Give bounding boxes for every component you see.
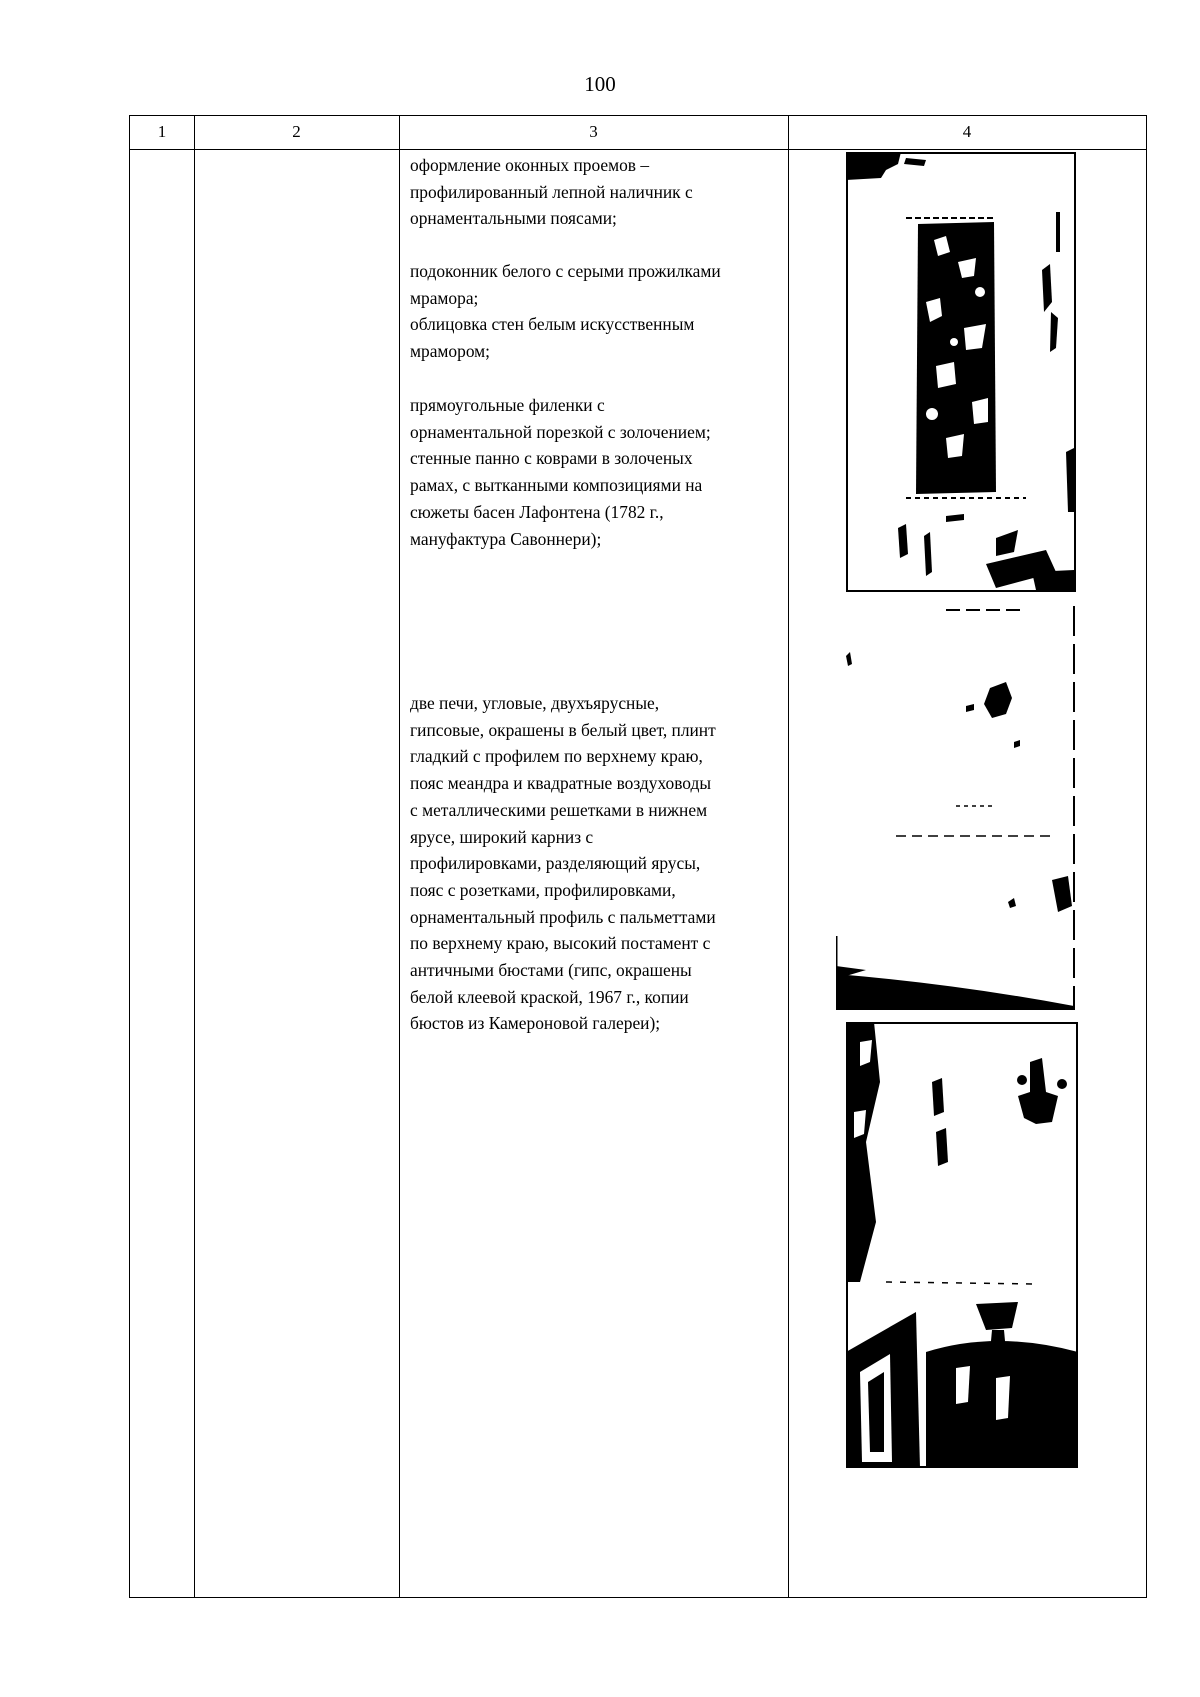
header-row-divider (130, 149, 1146, 150)
description-block-window (410, 152, 693, 232)
description-block-panels (410, 392, 711, 552)
interior-with-chandelier-photo (846, 1022, 1078, 1468)
column-divider (788, 116, 789, 1597)
column-header-2: 2 (292, 122, 301, 141)
description-line: две печи, угловые, двухъярусные, (410, 693, 660, 713)
description-line: рамах, с вытканными композициями на (410, 475, 703, 496)
description-line: по верхнему краю, высокий постамент с (410, 933, 711, 954)
description-line: облицовка стен белым искусственным (410, 314, 695, 335)
description-line: бюстов из Камероновой галереи); (410, 1013, 661, 1034)
description-line: прямоугольные филенки с (410, 395, 605, 415)
stove-photo (836, 606, 1080, 1010)
description-line: орнаментальными поясами; (410, 208, 617, 229)
description-line: оформление оконных проемов – (410, 155, 650, 175)
column-divider (399, 116, 400, 1597)
column-header-4: 4 (962, 122, 972, 141)
column-divider (194, 116, 195, 1597)
column-header-1: 1 (157, 122, 167, 141)
description-line: профилировками, разделяющий ярусы, (410, 853, 701, 874)
description-line: орнаментальный профиль с пальметтами (410, 906, 716, 927)
description-block-stoves (410, 690, 716, 1037)
description-line: мрамором; (410, 341, 491, 362)
page-number: 100 (584, 72, 616, 96)
description-line: ярусе, широкий карниз с (410, 826, 594, 847)
description-block-sill-walls (410, 258, 721, 365)
window-with-tapestry-photo (846, 152, 1076, 592)
description-line: гладкий с профилем по верхнему краю, (410, 746, 703, 767)
description-line: мрамора; (410, 287, 479, 308)
description-line: профилированный лепной наличник с (410, 181, 693, 202)
description-line: гипсовые, окрашены в белый цвет, плинт (410, 719, 716, 740)
description-line: белой клеевой краской, 1967 г., копии (410, 986, 689, 1007)
description-line: стенные панно с коврами в золоченых (410, 448, 693, 469)
description-line: сюжеты басен Лафонтена (1782 г., (410, 501, 664, 522)
description-line: мануфактура Савоннери); (410, 528, 602, 549)
description-line: пояс с розетками, профилировками, (410, 879, 676, 900)
description-line: с металлическими решетками в нижнем (410, 799, 708, 820)
description-line: античными бюстами (гипс, окрашены (410, 960, 692, 981)
column-header-3: 3 (589, 122, 598, 141)
description-line: пояс меандра и квадратные воздуховоды (410, 773, 712, 794)
description-line: орнаментальной порезкой с золочением; (410, 421, 711, 442)
description-line: подоконник белого с серыми прожилками (410, 261, 721, 281)
